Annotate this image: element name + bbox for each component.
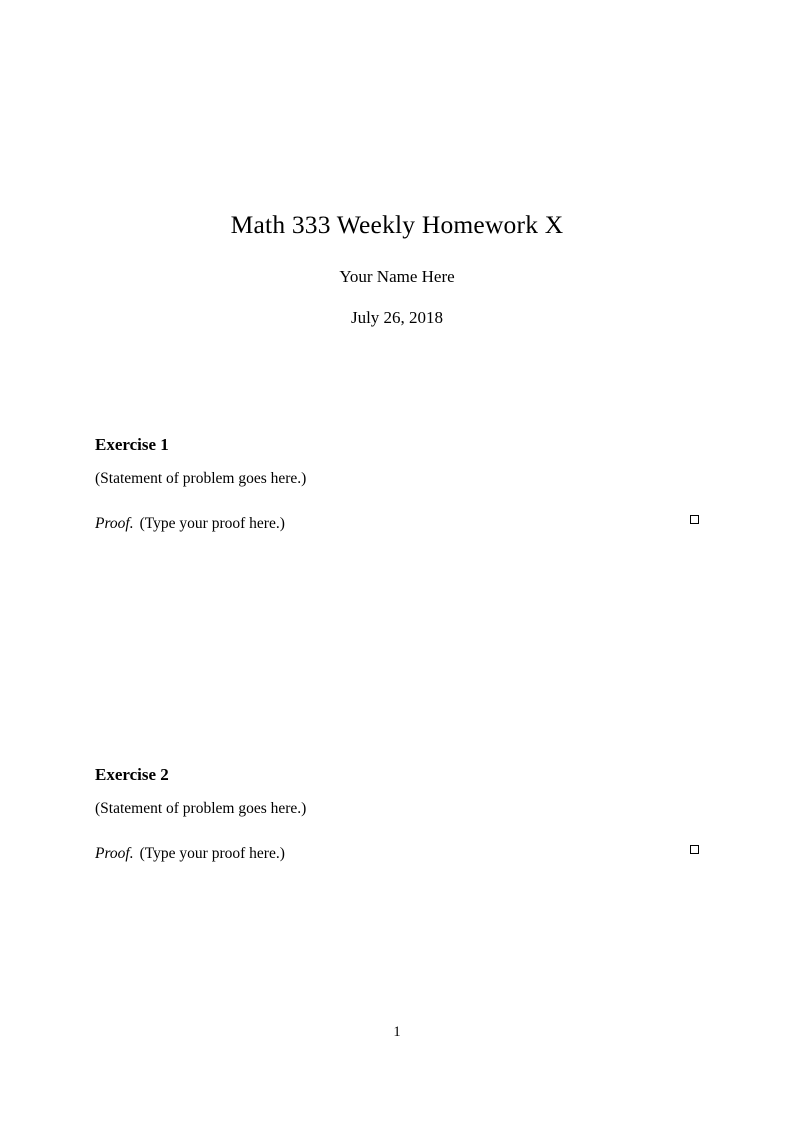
exercise-section-2 — [95, 765, 699, 863]
qed-box-icon — [690, 515, 699, 524]
page-number: 1 — [393, 1024, 401, 1040]
document-author: Your Name Here — [339, 266, 455, 286]
exercise-section-1 — [95, 435, 699, 533]
exercise-heading-2: Exercise 2 — [95, 765, 169, 784]
document-header — [95, 0, 699, 328]
qed-box-icon — [690, 845, 699, 854]
proof-label-2: Proof. — [95, 844, 134, 862]
proof-text-2: (Type your proof here.) — [139, 844, 285, 862]
exercise-statement-2: (Statement of problem goes here.) — [95, 800, 307, 818]
exercise-heading-1: Exercise 1 — [95, 435, 169, 454]
document-date: July 26, 2018 — [350, 307, 444, 327]
proof-block-2 — [95, 819, 699, 863]
proof-block-1 — [95, 489, 699, 533]
proof-text-1: (Type your proof here.) — [139, 514, 285, 532]
page-title: Math 333 Weekly Homework X — [230, 210, 564, 239]
exercise-statement-1: (Statement of problem goes here.) — [95, 470, 307, 488]
proof-label-1: Proof. — [95, 514, 134, 532]
